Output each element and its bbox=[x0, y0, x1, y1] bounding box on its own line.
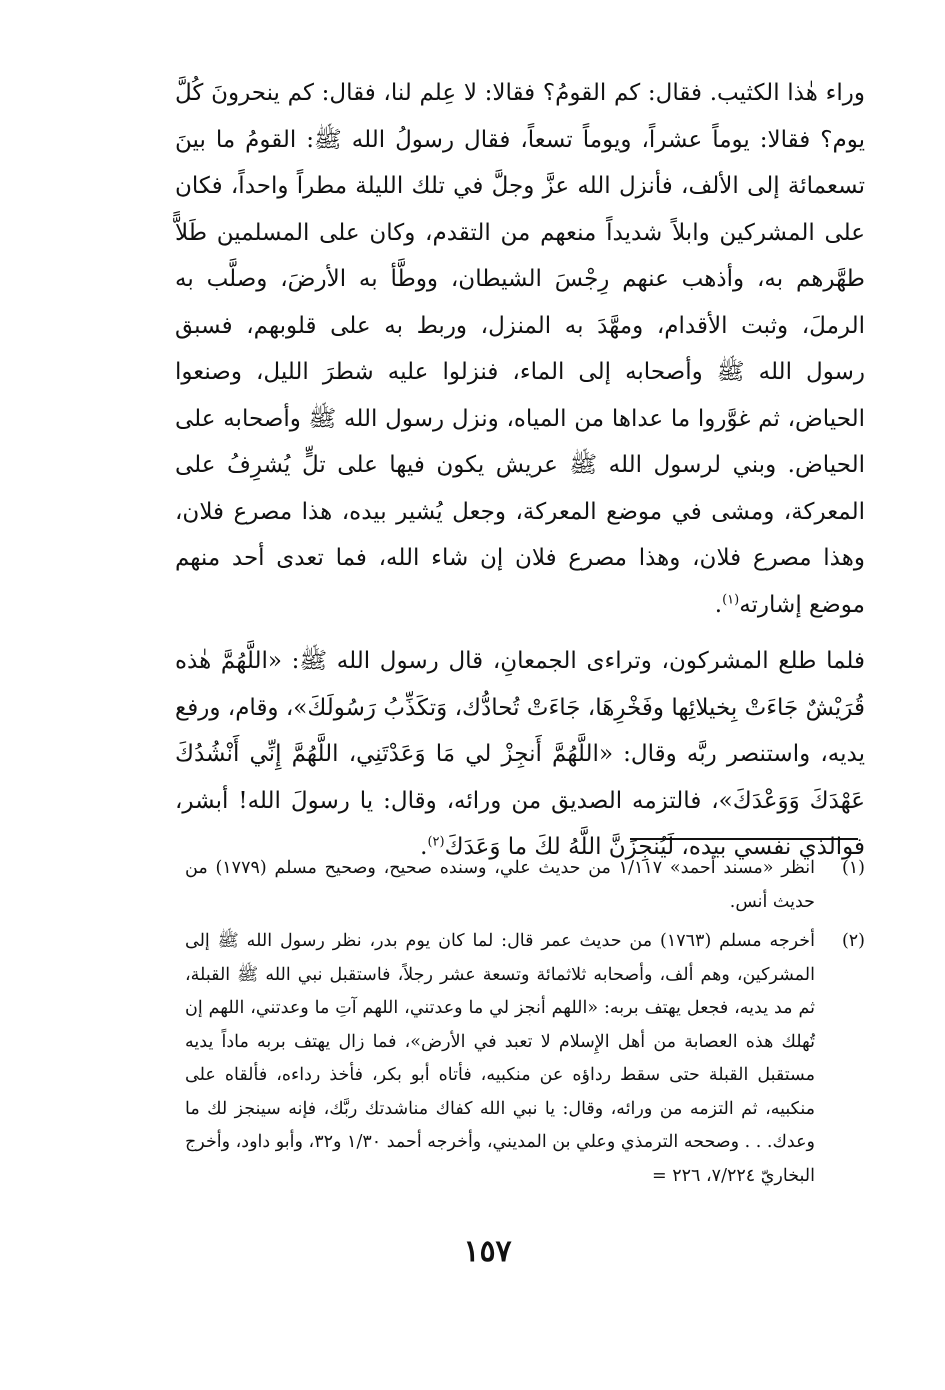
footnote bbox=[185, 852, 865, 919]
footnote-divider bbox=[630, 838, 858, 840]
footnote-reference[interactable]: (١) bbox=[722, 591, 740, 607]
paragraph-end: . bbox=[420, 834, 428, 860]
main-text bbox=[175, 70, 865, 871]
footnote-number: (١) bbox=[841, 858, 865, 878]
footnote-text: أخرجه مسلم (١٧٦٣) من حديث عمر قال: لما كان يوم بدر، نظر رسول الله ﷺ إلى المشركين، وهم ألف، وأصحابه ثلاثمائة وتسعة عشر رجلاً، فاستقبل نبي الله ﷺ القبلة، ثم مد يديه، فجعل يهتف بربه: «اللهم أنجز لي ما وعدتني، اللهم آتِ ما وعدتني، اللهم إن تُهلك هذه العصابة من أهل الإِسلام لا تعبد في الأرض»، فما زال يهتف بربه ماداً يديه مستقبل القبلة حتى سقط رداؤه عن منكبيه، فأتاه أبو بكر، فأخذ رداءه، فألقاه على منكبيه، ثم التزمه من ورائه، وقال: يا نبي الله كفاك مناشدتك ربَّك، فإنه سينجز لك ما وعدك. . . وصححه الترمذي وعلي بن المديني، وأخرجه أحمد ١/٣٠ و٣٢، وأبو داود، وأخرج البخاريّ ٧/٢٢٤، ٢٢٦ = bbox=[185, 931, 815, 1186]
paragraph-text: وراء هٰذا الكثيب. فقال: كم القومُ؟ فقالا: لا عِلم لنا، فقال: كم ينحرونَ كُلَّ يوم؟ فقالا: يوماً عشراً، ويوماً تسعاً، فقال رسولُ الله ﷺ: القومُ ما بينَ تسعمائة إلى الألف، فأنزل الله عزَّ وجلَّ في تلك الليلة مطراً واحداً، فكان على المشركين وابلاً شديداً منعهم من التقدم، وكان على المسلمين طَلاًّ طهَّرهم به، وأذهب عنهم رِجْسَ الشيطان، ووطَّأ به الأرضَ، وصلَّب به الرملَ، وثبت الأقدام، ومهَّدَ به المنزل، وربط به على قلوبهم، فسبق رسول الله ﷺ وأصحابه إلى الماء، فنزلوا عليه شطرَ الليل، وصنعوا الحياض، ثم غوَّروا ما عداها من المياه، ونزل رسول الله ﷺ وأصحابه على الحياض. وبني لرسول الله ﷺ عريش يكون فيها على تلٍّ يُشرِفُ على المعركة، ومشى في موضع المعركة، وجعل يُشير بيده، هذا مصرع فلان، وهذا مصرع فلان، وهذا مصرع فلان إن شاء الله، فما تعدى أحد منهم موضع إشارته bbox=[175, 80, 865, 618]
paragraph-end: . bbox=[714, 591, 723, 618]
paragraph-text: فلما طلع المشركون، وتراءى الجمعانِ، قال رسول الله ﷺ: «اللَّهُمَّ هٰذه قُرَيْشٌ جَاءَتْ بِخيلائِها وفَخْرِهَا، جَاءَتْ تُحادُّك، وَتكَذِّبُ رَسُولَكَ»، وقام، ورفع يديه، واستنصر ربَّه وقال: «اللَّهُمَّ أَنجِزْ لي مَا وَعَدْتَنِي، اللَّهُمَّ إِنِّي أَنْشُدُكَ عَهْدَكَ وَوَعْدَكَ»، فالتزمه الصديق من ورائه، وقال: يا رسولَ الله! أبشر، فوالذي نفسي بيده، لَيُنجِزَنَّ اللَّهُ لكَ ما وَعَدَكَ bbox=[175, 648, 865, 860]
footnote-text: انظر «مسند أحمد» ١/١١٧ من حديث علي، وسنده صحيح، وصحيح مسلم (١٧٧٩) من حديث أنس. bbox=[185, 858, 816, 912]
body-paragraph bbox=[175, 638, 865, 871]
footnote bbox=[185, 925, 865, 1193]
body-paragraph bbox=[175, 70, 865, 628]
page-number: ١٥٧ bbox=[463, 1234, 512, 1269]
footnotes bbox=[185, 852, 865, 1193]
footnote-reference[interactable]: (٢) bbox=[427, 834, 445, 850]
footnote-number: (٢) bbox=[841, 931, 865, 951]
